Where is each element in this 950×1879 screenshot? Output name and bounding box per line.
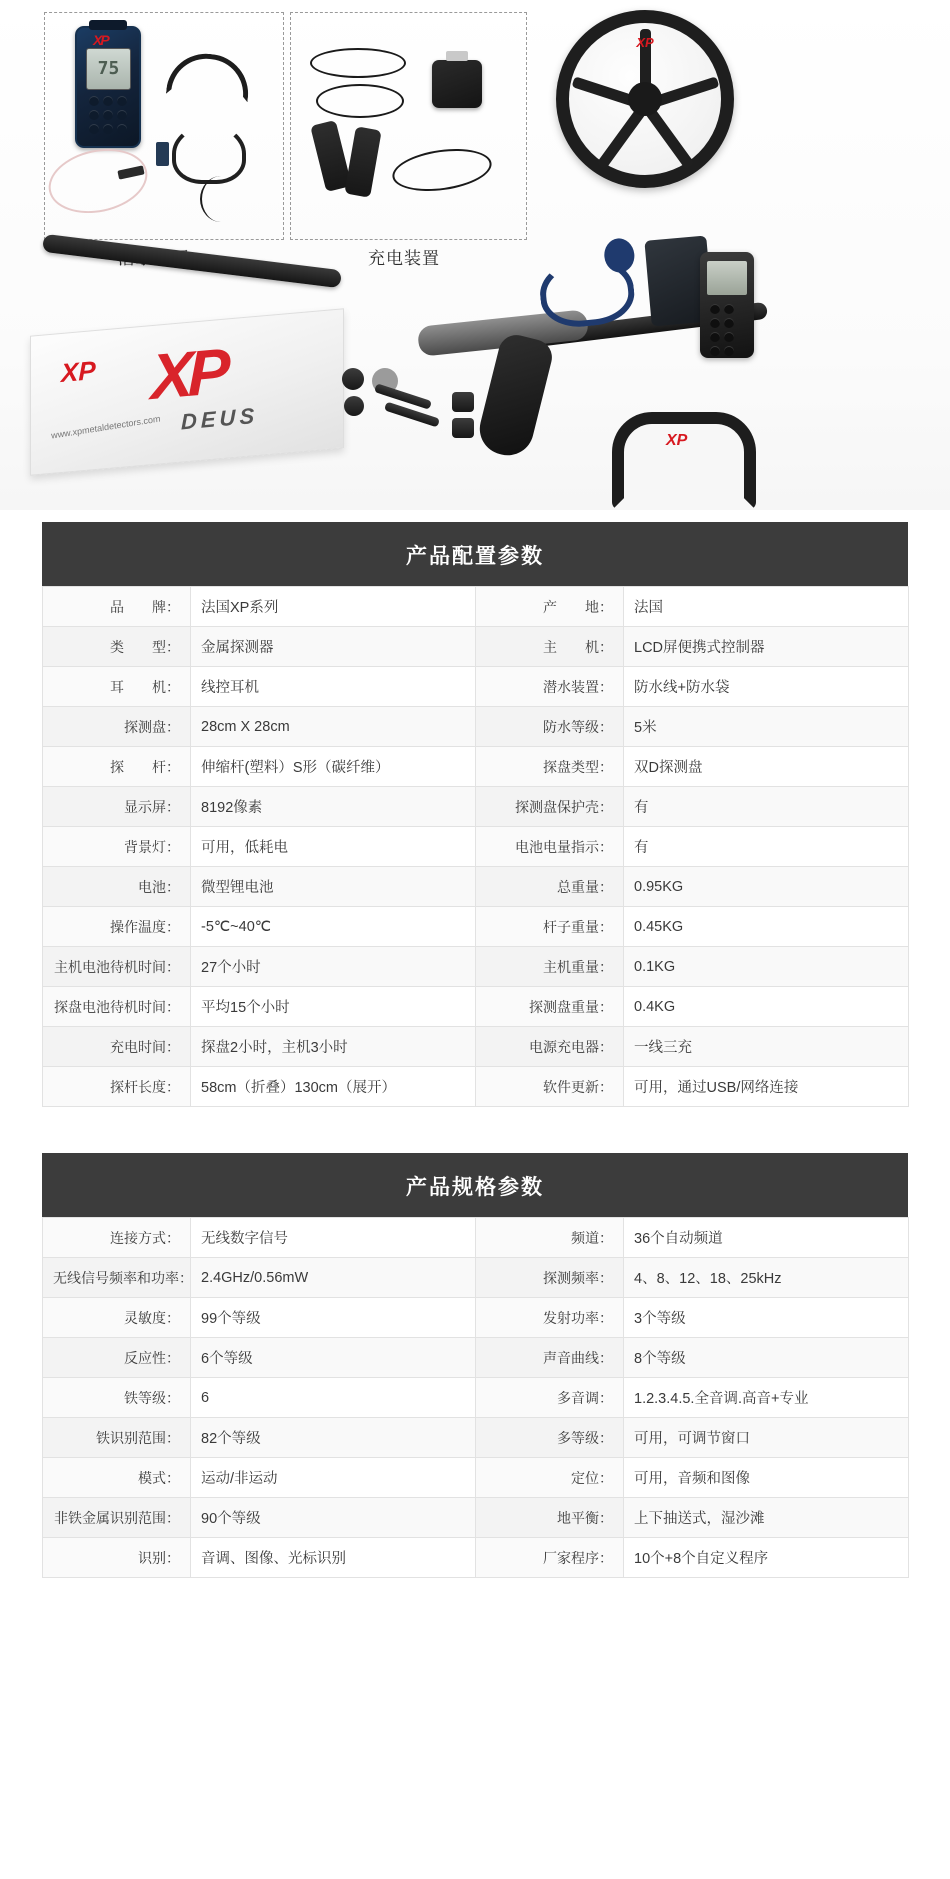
table-row (43, 1338, 909, 1378)
spec-key: 软件更新： (476, 1067, 624, 1107)
spec-value: 6个等级 (191, 1338, 476, 1378)
spec-key: 探盘类型： (476, 747, 624, 787)
table-row (43, 907, 909, 947)
spec-key: 铁识别范围： (43, 1418, 191, 1458)
spec-key: 识别： (43, 1538, 191, 1578)
table-row (43, 947, 909, 987)
spec-key: 电源充电器： (476, 1027, 624, 1067)
spec-key: 产 地： (476, 587, 624, 627)
spec-key: 厂家程序： (476, 1538, 624, 1578)
spec-value: 运动/非运动 (191, 1458, 476, 1498)
spec-key: 定位： (476, 1458, 624, 1498)
search-coil-image (556, 10, 734, 188)
spec-value: 伸缩杆(塑料）S形（碳纤维） (191, 747, 476, 787)
spec-value: 3个等级 (624, 1298, 909, 1338)
table-row (43, 827, 909, 867)
spec-key: 非铁金属识别范围： (43, 1498, 191, 1538)
spec-key: 背景灯： (43, 827, 191, 867)
spec-value: 28cm X 28cm (191, 707, 476, 747)
spec-key: 探测盘保护壳： (476, 787, 624, 827)
xp-logo-pouch: XP (93, 32, 108, 48)
spec-key: 电池电量指示： (476, 827, 624, 867)
spec-key: 地平衡： (476, 1498, 624, 1538)
spec-value: 4、8、12、18、25kHz (624, 1258, 909, 1298)
spec-key: 电池： (43, 867, 191, 907)
spec-key: 杆子重量： (476, 907, 624, 947)
controller-keypad (708, 302, 746, 348)
power-adapter-image (432, 60, 482, 108)
carbon-shaft-image (42, 234, 342, 288)
spec-value: 无线数字信号 (191, 1218, 476, 1258)
spec-value: 有 (624, 787, 909, 827)
spec-value: 2.4GHz/0.56mW (191, 1258, 476, 1298)
spec-value: 0.45KG (624, 907, 909, 947)
spec-value: 金属探测器 (191, 627, 476, 667)
spec-key: 灵敏度： (43, 1298, 191, 1338)
table-row (43, 1458, 909, 1498)
spec-value: 可用，可调节窗口 (624, 1418, 909, 1458)
headphone-earcup (603, 237, 636, 274)
spec-key: 多等级： (476, 1418, 624, 1458)
table-row (43, 1218, 909, 1258)
spec-key: 主机重量： (476, 947, 624, 987)
spec-value: 0.95KG (624, 867, 909, 907)
spec-value: 82个等级 (191, 1418, 476, 1458)
pouch-clip (89, 20, 127, 30)
config-spec-table (42, 586, 909, 1107)
spec-value: 99个等级 (191, 1298, 476, 1338)
spec-key: 探测频率： (476, 1258, 624, 1298)
lcd-controller-image (700, 252, 754, 358)
spec-value: 双D探测盘 (624, 747, 909, 787)
spec-value: 8192像素 (191, 787, 476, 827)
table-row (43, 707, 909, 747)
spec-value: 可用，低耗电 (191, 827, 476, 867)
spec-key: 耳 机： (43, 667, 191, 707)
spec-value: 27个小时 (191, 947, 476, 987)
charging-kit-caption: 充电装置 (368, 249, 440, 268)
table-row (43, 787, 909, 827)
spec-value: 线控耳机 (191, 667, 476, 707)
spec-key: 显示屏： (43, 787, 191, 827)
spec-value: 1.2.3.4.5.全音调.高音+专业 (624, 1378, 909, 1418)
spec-key: 铁等级： (43, 1378, 191, 1418)
table-row (43, 1027, 909, 1067)
spec-key: 声音曲线： (476, 1338, 624, 1378)
spec-key: 充电时间： (43, 1027, 191, 1067)
spec-key: 品 牌： (43, 587, 191, 627)
spec-key: 连接方式： (43, 1218, 191, 1258)
spec-key: 主 机： (476, 627, 624, 667)
armrest-image (612, 412, 756, 510)
spec-key: 发射功率： (476, 1298, 624, 1338)
coil-hub (628, 82, 662, 116)
spec-value: 10个+8个自定义程序 (624, 1538, 909, 1578)
spec-value: -5℃~40℃ (191, 907, 476, 947)
spec-value: 探盘2小时，主机3小时 (191, 1027, 476, 1067)
xp-logo-box-small: XP (61, 354, 96, 389)
spec-value: 可用，音频和图像 (624, 1458, 909, 1498)
spec-value: 微型锂电池 (191, 867, 476, 907)
pouch-keypad (87, 94, 129, 132)
spec-key: 反应性： (43, 1338, 191, 1378)
nut-part-1 (452, 392, 474, 412)
retail-box-image (30, 308, 344, 475)
spec-key: 无线信号频率和功率： (43, 1258, 191, 1298)
spec-value: 平均15个小时 (191, 987, 476, 1027)
spec-value: 36个自动频道 (624, 1218, 909, 1258)
table-row (43, 1067, 909, 1107)
spec-key: 模式： (43, 1458, 191, 1498)
screen-reading: 75 (97, 58, 120, 79)
spec-key: 操作温度： (43, 907, 191, 947)
spec-value: 90个等级 (191, 1498, 476, 1538)
washer-part-3 (344, 396, 364, 416)
xp-logo-armrest: XP (666, 432, 688, 449)
spec-value: 58cm（折叠）130cm（展开） (191, 1067, 476, 1107)
table-row (43, 1298, 909, 1338)
box-model-label: DEUS (181, 402, 259, 435)
spec-value: 法国 (624, 587, 909, 627)
table-row (43, 1498, 909, 1538)
spec-value: 音调、图像、光标识别 (191, 1538, 476, 1578)
spec-key: 多音调： (476, 1378, 624, 1418)
spec-key: 探 杆： (43, 747, 191, 787)
table-row (43, 1418, 909, 1458)
bolt-part-1 (374, 383, 432, 409)
config-spec-block (42, 522, 908, 1107)
usb-cable-2 (316, 84, 404, 118)
xp-logo-box-large: XP (151, 334, 225, 414)
spec-key: 总重量： (476, 867, 624, 907)
spec-key: 探盘电池待机时间： (43, 987, 191, 1027)
spec-value: 有 (624, 827, 909, 867)
grip-image (474, 331, 555, 460)
earphone-image (172, 124, 246, 184)
product-spec-block (42, 1153, 908, 1578)
table-row (43, 627, 909, 667)
spec-key: 探测盘： (43, 707, 191, 747)
nut-part-2 (452, 418, 474, 438)
spec-value: 法国XP系列 (191, 587, 476, 627)
spec-key: 潜水装置： (476, 667, 624, 707)
spec-value: 8个等级 (624, 1338, 909, 1378)
controller-screen (707, 261, 747, 295)
spec-value: 0.1KG (624, 947, 909, 987)
spec-value: 5米 (624, 707, 909, 747)
spec-key: 频道： (476, 1218, 624, 1258)
bolt-part-2 (384, 402, 440, 428)
washer-part-1 (342, 368, 364, 390)
spec-key: 防水等级： (476, 707, 624, 747)
table-row (43, 1538, 909, 1578)
spec-key: 类 型： (43, 627, 191, 667)
spec-value: 0.4KG (624, 987, 909, 1027)
spec-key: 主机电池待机时间： (43, 947, 191, 987)
battery-part (156, 142, 169, 166)
table-row (43, 667, 909, 707)
pouch-screen (86, 48, 131, 90)
spec-value: 一线三充 (624, 1027, 909, 1067)
config-table-title: 产品配置参数 (42, 522, 908, 586)
product-image-banner (0, 0, 950, 510)
earphone-cord (200, 176, 242, 222)
spec-value: LCD屏便携式控制器 (624, 627, 909, 667)
table-row (43, 587, 909, 627)
table-row (43, 1258, 909, 1298)
page-bottom-spacer (0, 1616, 950, 1626)
table-row (43, 987, 909, 1027)
usb-cable-1 (310, 48, 406, 78)
product-spec-table (42, 1217, 909, 1578)
spec-value: 上下抽送式，湿沙滩 (624, 1498, 909, 1538)
spec-value: 6 (191, 1378, 476, 1418)
waterproof-pouch-image (75, 26, 141, 148)
table-row (43, 747, 909, 787)
spec-table-title: 产品规格参数 (42, 1153, 908, 1217)
spec-value: 防水线+防水袋 (624, 667, 909, 707)
spec-key: 探杆长度： (43, 1067, 191, 1107)
table-row (43, 1378, 909, 1418)
table-row (43, 867, 909, 907)
spec-key: 探测盘重量： (476, 987, 624, 1027)
xp-logo-coil: XP (636, 35, 654, 50)
box-website-label: www.xpmetaldetectors.com (50, 413, 161, 441)
spec-value: 可用，通过USB/网络连接 (624, 1067, 909, 1107)
